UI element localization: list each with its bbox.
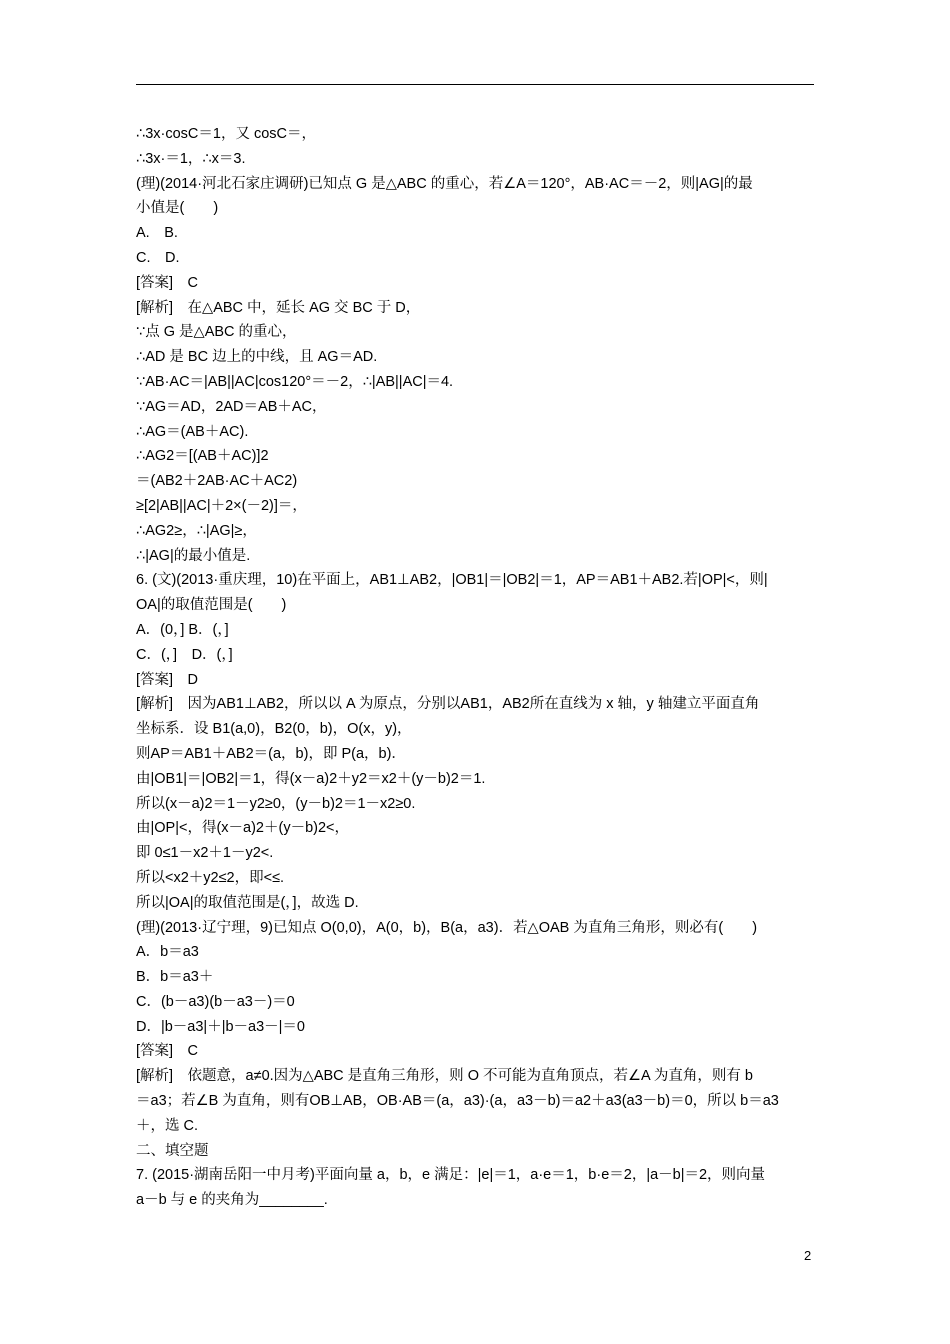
text-line: ∴AD 是 BC 边上的中线，且 AG＝AD. [136,349,378,366]
text-line: 坐标系．设 B1(a,0)，B2(0，b)，O(x，y)， [136,721,412,738]
text-line: 所以|OA|的取值范围是(，]，故选 D. [136,894,359,911]
text-line: A．b＝a3 [136,944,199,961]
text-line: 则AP＝AB1＋AB2＝(a，b)，即 P(a，b)． [136,745,406,762]
text-line: [解析] 在△ABC 中，延长 AG 交 BC 于 D， [136,299,421,316]
text-line: ＋，选 C. [136,1117,199,1134]
text-line: ＝(AB2＋2AB·AC＋AC2) [136,473,298,490]
text-line: 小值是( ) [136,200,219,217]
text-line: 二、填空题 [136,1142,209,1159]
text-line: ∵点 G 是△ABC 的重心， [136,324,297,341]
text-line: ≥[2|AB||AC|＋2×(－2)]＝， [136,497,307,514]
text-line: OA|的取值范围是( ) [136,597,287,614]
text-line: [解析] 因为AB1⊥AB2，所以以 A 为原点，分别以AB1，AB2所在直线为 x 轴，y 轴建立平面直角 [136,696,760,713]
text-line: D．|b－a3|＋|b－a3－|＝0 [136,1018,305,1035]
text-line: [答案] C [136,1043,199,1060]
text-line: [解析] 依题意，a≠0.因为△ABC 是直角三角形，则 O 不可能为直角顶点，若∠A 为直角，则有 b [136,1068,753,1085]
text-line: ∵AG＝AD，2AD＝AB＋AC， [136,398,327,415]
text-line: 所以<x2＋y2≤2，即<≤. [136,869,285,886]
text-line: C. D. [136,249,180,266]
text-line: ∴AG2＝[(AB＋AC)]2 [136,448,269,465]
text-line: 6. (文)(2013·重庆理，10)在平面上，AB1⊥AB2，|OB1|＝|OB2|＝1，AP＝AB1＋AB2.若|OP|<，则| [136,572,768,589]
text-line: ∴3x·＝1，∴x＝3. [136,150,246,167]
text-line: B．b＝a3＋ [136,969,214,986]
text-line: 即 0≤1－x2＋1－y2<. [136,845,274,862]
text-line: [答案] C [136,274,199,291]
text-line: [答案] D [136,671,199,688]
text-line: 7. (2015·湖南岳阳一中月考)平面向量 a，b，e 满足：|e|＝1，a·e＝1，b·e＝2，|a－b|＝2，则向量 [136,1167,766,1184]
text-line: A. B. [136,225,178,242]
header-rule [136,84,814,85]
text-line: ∴AG＝(AB＋AC). [136,423,249,440]
text-line: C．(，] D．(，] [136,646,233,663]
text-line: (理)(2014·河北石家庄调研)已知点 G 是△ABC 的重心，若∠A＝120°，AB·AC＝－2，则|AG|的最 [136,175,753,192]
text-line: 由|OB1|＝|OB2|＝1，得(x－a)2＋y2＝x2＋(y－b)2＝1. [136,770,486,787]
text-line: 由|OP|<，得(x－a)2＋(y－b)2<， [136,820,349,837]
text-line: A．(0，] B．(，] [136,621,229,638]
text-line: 所以(x－a)2＝1－y2≥0，(y－b)2＝1－x2≥0. [136,795,416,812]
text-line: ＝a3；若∠B 为直角，则有OB⊥AB，OB·AB＝(a，a3)·(a，a3－b)＝a2＋a3(a3－b)＝0，所以 b＝a3 [136,1093,779,1110]
text-line: ∴AG2≥，∴|AG|≥， [136,522,257,539]
text-line: ∵AB·AC＝|AB||AC|cos120°＝－2，∴|AB||AC|＝4. [136,373,454,390]
text-line: ∴|AG|的最小值是. [136,547,251,564]
page-number: 2 [804,1248,812,1263]
text-line: (理)(2013·辽宁理，9)已知点 O(0,0)，A(0，b)，B(a，a3)．若△OAB 为直角三角形，则必有( ) [136,919,758,936]
document-body [136,122,816,1213]
text-line: C．(b－a3)(b－a3－)＝0 [136,993,295,1010]
text-line: a－b 与 e 的夹角为________. [136,1192,328,1209]
text-line: ∴3x·cosC＝1，又 cosC＝， [136,126,317,142]
